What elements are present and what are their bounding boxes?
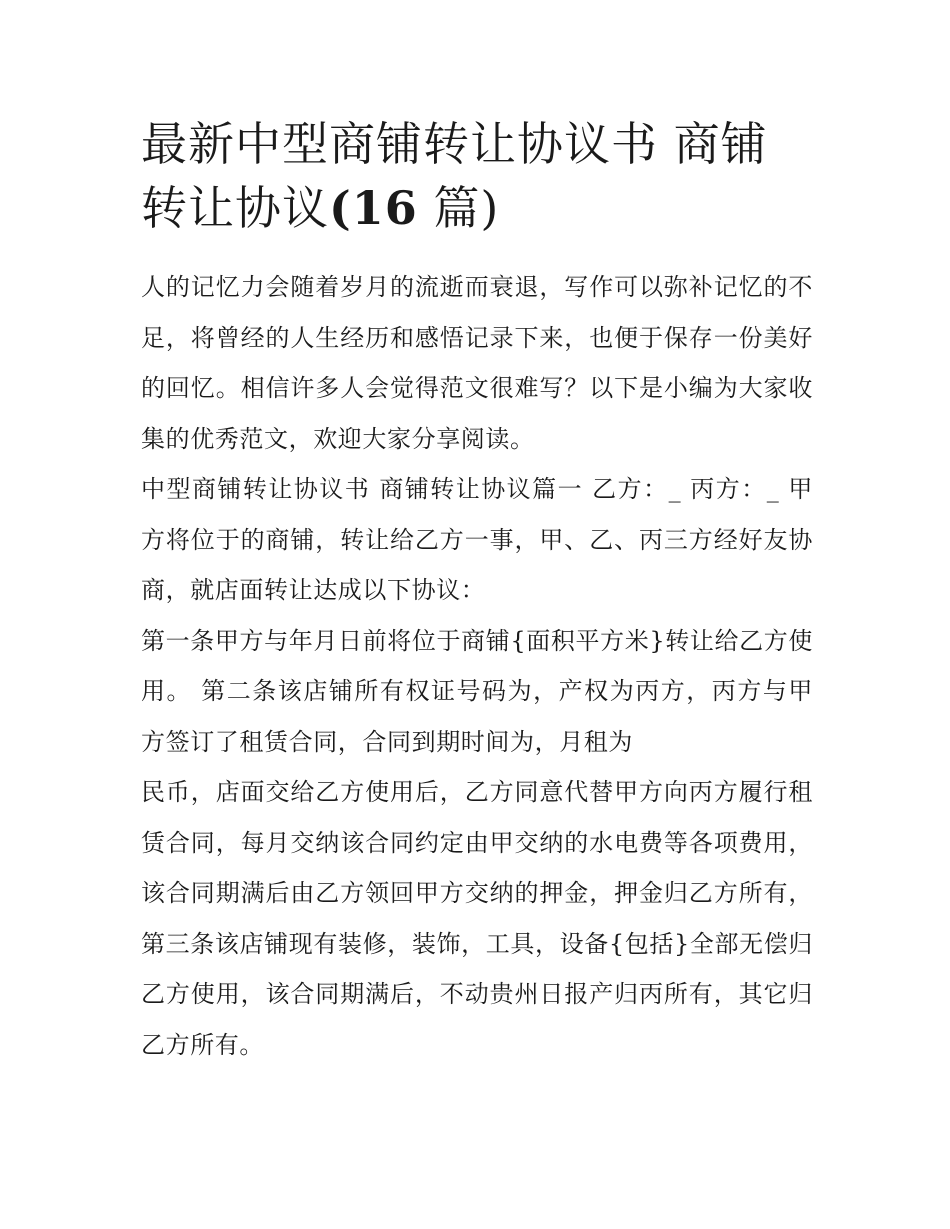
article-three-paragraph: 民币，店面交给乙方使用后，乙方同意代替甲方向丙方履行租赁合同，每月交纳该合同约定由甲交纳的水电费等各项费用，该合同期满后由乙方领回甲方交纳的押金，押金归乙方所有，第三条该店铺现有装修，装饰，工具，设备{包括}全部无偿归乙方使用，该合同期满后，不动贵州日报产归丙所有，其它归乙方所有。 — [141, 778, 813, 1059]
document-page — [141, 112, 813, 1070]
document-title — [141, 112, 813, 240]
document-body — [141, 262, 813, 1070]
title-count: (16 — [329, 181, 418, 235]
agreement-parties-paragraph: 中型商铺转让协议书 商铺转让协议篇一 乙方：_ 丙方：_ 甲方将位于的商铺，转让给乙方一事，甲、乙、丙三方经好友协商，就店面转让达成以下协议： — [141, 475, 813, 604]
intro-paragraph: 人的记忆力会随着岁月的流逝而衰退，写作可以弥补记忆的不足，将曾经的人生经历和感悟记录下来，也便于保存一份美好的回忆。相信许多人会觉得范文很难写？以下是小编为大家收集的优秀范文，欢迎大家分享阅读。 — [141, 273, 813, 453]
title-text: 最新中型商铺转让协议书 商铺转让协议 — [141, 117, 768, 235]
article-one-two-paragraph: 第一条甲方与年月日前将位于商铺{面积平方米}转让给乙方使用。 第二条该店铺所有权证号码为，产权为丙方，丙方与甲方签订了租赁合同，合同到期时间为，月租为 — [141, 626, 813, 756]
title-suffix: 篇) — [417, 181, 500, 235]
